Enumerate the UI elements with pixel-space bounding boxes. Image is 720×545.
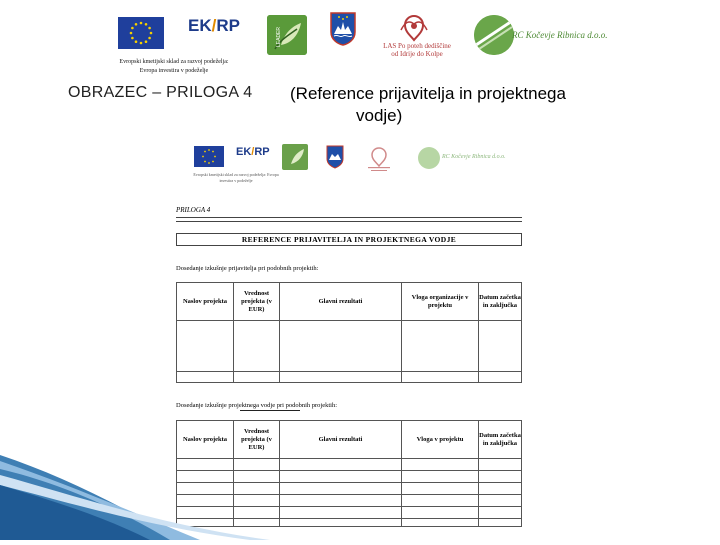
doc-las-logo-icon <box>364 145 394 173</box>
doc-ekrp-logo <box>236 146 270 158</box>
caption-underline <box>240 410 300 411</box>
doc-divider <box>176 217 522 218</box>
las-line1: LAS Po poteh dediščine <box>383 42 451 50</box>
leader-leaf-icon <box>267 15 307 55</box>
slide-title-part2: (Reference prijavitelja in projektnega <box>290 84 566 103</box>
table-header-row <box>177 421 522 459</box>
table-header-cell: Datum začetka in zaključka <box>479 421 522 459</box>
table-header-cell: Vloga v projektu <box>402 421 479 459</box>
rc-logo-icon <box>474 15 514 55</box>
las-line2: od Idrije do Kolpe <box>391 50 443 58</box>
doc-priloga-label: PRILOGA 4 <box>176 206 211 214</box>
rc-name: RC Kočevje Ribnica d.o.o. <box>512 30 608 40</box>
ekrp-logo <box>188 16 240 36</box>
table-header-cell: Naslov projekta <box>177 421 234 459</box>
leader-text: LEADER <box>276 26 282 47</box>
slovenia-coat-of-arms-icon <box>330 12 356 46</box>
table-row <box>177 372 522 383</box>
doc-heading: REFERENCE PRIJAVITELJA IN PROJEKTNEGA VODJE <box>176 233 522 246</box>
ekrp-part1: EK <box>188 16 212 35</box>
table-header-row <box>177 283 522 321</box>
eu-flag-logo <box>118 17 164 49</box>
funding-caption <box>94 58 254 76</box>
table-header-cell: Vrednost projekta (v EUR) <box>234 283 280 321</box>
table-header-cell: Glavni rezultati <box>280 421 402 459</box>
las-caption <box>372 42 462 58</box>
funding-line2: Evropa investira v podeželje <box>139 68 209 74</box>
table-header-cell: Vloga organizacije v projektu <box>402 283 479 321</box>
doc-divider <box>176 221 522 222</box>
doc-slovenia-coat-of-arms-icon <box>326 145 344 169</box>
eu-stars-icon <box>118 17 164 49</box>
references-table-applicant <box>176 282 522 383</box>
doc-rc-logo-icon <box>418 147 440 169</box>
funding-line1: Evropski kmetijski sklad za razvoj podeželja: <box>119 59 229 65</box>
doc-rc-name: RC Kočevje Ribnica d.o.o. <box>442 154 506 160</box>
ekrp-accent-icon: / <box>211 16 217 35</box>
doc-caption-2: Dosedanje izkušnje projektnega vodje pri podobnih projektih: <box>176 402 338 409</box>
doc-leader-leaf-icon <box>282 144 308 170</box>
doc-ekrp-accent-icon: / <box>251 146 255 158</box>
doc-ekrp-part2: RP <box>254 146 270 158</box>
table-header-cell: Datum začetka in zaključka <box>479 283 522 321</box>
slide-title-part1: OBRAZEC – PRILOGA 4 <box>68 84 253 101</box>
decorative-corner-wave <box>0 455 270 540</box>
doc-funding-caption: Evropski kmetijski sklad za razvoj podeželja: Evropa investira v podeželje <box>193 172 279 183</box>
table-header-cell: Glavni rezultati <box>280 283 402 321</box>
leader-logo <box>267 15 307 55</box>
slide-title-part3: vodje) <box>356 106 403 125</box>
table-header-cell: Naslov projekta <box>177 283 234 321</box>
table-header-cell: Vrednost projekta (v EUR) <box>234 421 280 459</box>
doc-caption-1: Dosedanje izkušnje prijavitelja pri podobnih projektih: <box>176 265 319 272</box>
doc-eu-flag-icon <box>194 146 224 167</box>
ekrp-part2: RP <box>216 16 240 35</box>
las-logo-icon <box>395 12 433 42</box>
table-row <box>177 321 522 372</box>
doc-ekrp-part1: EK <box>236 146 252 158</box>
